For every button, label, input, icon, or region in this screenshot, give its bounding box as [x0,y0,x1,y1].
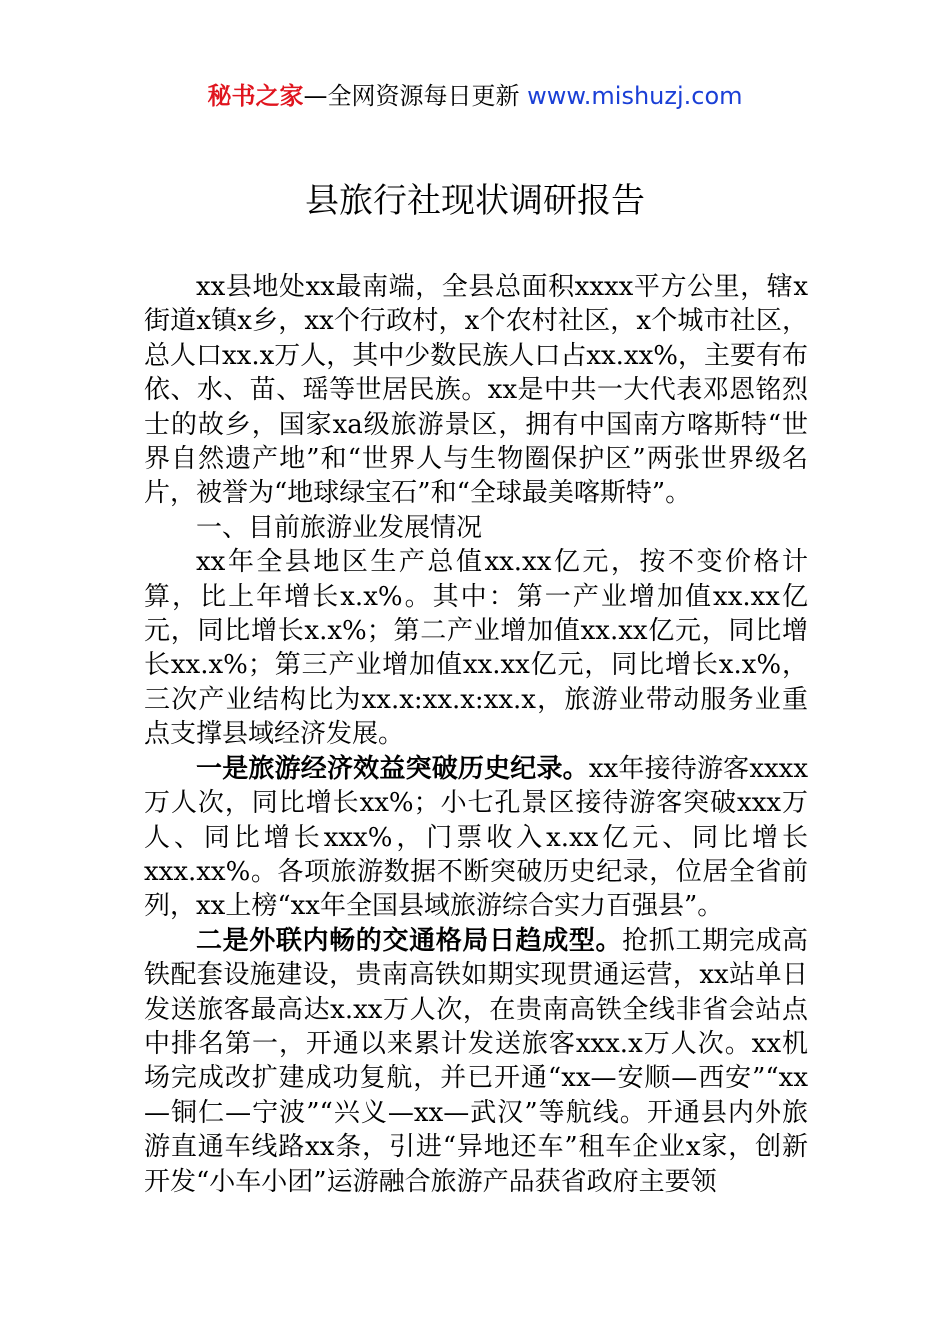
banner-tagline: —全网资源每日更新 [303,82,528,110]
paragraph-lead: 二是外联内畅的交通格局日趋成型。 [196,925,623,956]
section-heading [144,511,808,545]
brand-name: 秘书之家 [207,82,304,110]
paragraph-transport [144,924,808,1199]
paragraph-text: xx县地处xx最南端，全县总面积xxxx平方公里，辖x街道x镇x乡，xx个行政村，x个农村社区，x个城市社区，总人口xx.x万人，其中少数民族人口占xx.xx%，主要有布依、水、苗、瑶等世居民族。xx是中共一大代表邓恩铭烈士的故乡，国家xa级旅游景区，拥有中国南方喀斯特“世界自然遗产地”和“世界人与生物圈保护区”两张世界级名片，被誉为“地球绿宝石”和“全球最美喀斯特”。 [144,272,808,509]
site-banner [0,78,950,114]
paragraph-lead: 一是旅游经济效益突破历史纪录。 [196,753,589,784]
paragraph-tourism-record [144,752,808,924]
paragraph-text: 抢抓工期完成高铁配套设施建设，贵南高铁如期实现贯通运营，xx站单日发送旅客最高达x.xx万人次，在贵南高铁全线非省会站点中排名第一，开通以来累计发送旅客xxx.x万人次。xx机场完成改扩建成功复航，并已开通“xx—安顺—西安”“xx—铜仁—宁波”“兴义—xx—武汉”等航线。开通县内外旅游直通车线路xx条，引进“异地还车”租车企业x家，创新开发“小车小团”运游融合旅游产品获省政府主要领 [144,925,808,1197]
document-title: 县旅行社现状调研报告 [305,181,645,221]
paragraph-intro [144,270,808,511]
site-url[interactable]: www.mishuzj.com [527,82,743,110]
paragraph-text: xx年全县地区生产总值xx.xx亿元，按不变价格计算，比上年增长x.x%。其中：第一产业增加值xx.xx亿元，同比增长x.x%；第二产业增加值xx.xx亿元，同比增长xx.x%；第三产业增加值xx.xx亿元，同比增长x.x%，三次产业结构比为xx.x:xx.x:xx.x，旅游业带动服务业重点支撑县域经济发展。 [144,547,808,750]
paragraph-economy [144,545,808,751]
document-body [144,270,808,1199]
paragraph-text: xx年接待游客xxxx万人次，同比增长xx%；小七孔景区接待游客突破xxx万人、同比增长xxx%，门票收入x.xx亿元、同比增长xxx.xx%。各项旅游数据不断突破历史纪录，位居全省前列，xx上榜“xx年全国县域旅游综合实力百强县”。 [144,753,808,922]
paragraph-text: 一、目前旅游业发展情况 [196,512,483,543]
